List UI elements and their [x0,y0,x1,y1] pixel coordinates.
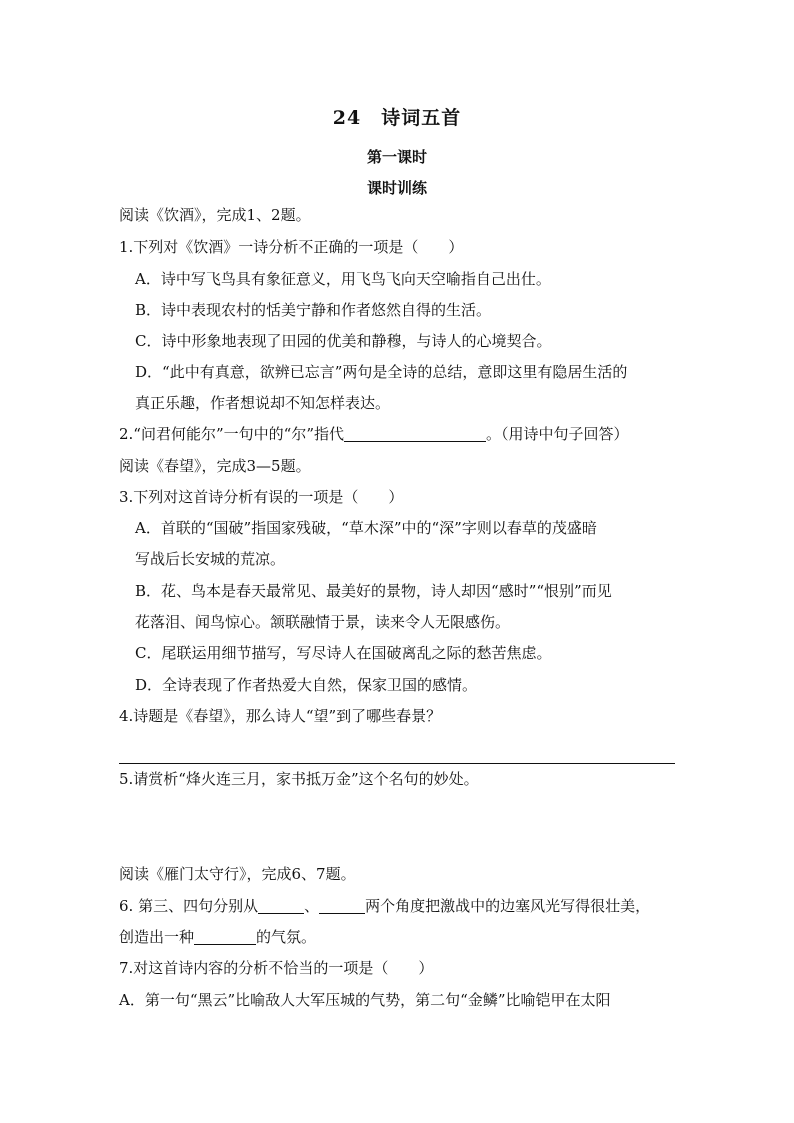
answer-blank-1[interactable] [258,897,304,914]
section-subtitle: 课时训练 [366,179,427,197]
question-3-option-d: D．全诗表现了作者热爱大自然，保家卫国的感情。 [135,676,478,694]
page-title: 24 诗词五首 [332,107,462,129]
question-7: 7.对这首诗内容的分析不恰当的一项是（ ） [119,959,434,977]
question-4: 4.诗题是《春望》，那么诗人“望”到了哪些春景？ [119,707,442,725]
question-6 [119,896,650,916]
question-3-option-c: C．尾联运用细节描写，写尽诗人在国破离乱之际的愁苦焦虑。 [135,644,552,662]
question-6-end: 的气氛。 [256,928,317,946]
question-3-option-b: B．花、鸟本是春天最常见、最美好的景物，诗人却因“感时”“恨别”而见 [135,582,612,600]
question-2-note: 。（用诗中句子回答） [486,425,629,443]
reading-instruction-1: 阅读《饮酒》，完成1、2题。 [119,206,311,224]
question-5: 5.请赏析“烽火连三月，家书抵万金”这个名句的妙处。 [119,770,479,788]
answer-line[interactable] [119,763,675,764]
question-1: 1.下列对《饮酒》一诗分析不正确的一项是（ ） [119,238,464,256]
question-3-option-a-cont: 写战后长安城的荒凉。 [135,550,286,568]
question-1-option-c: C．诗中形象地表现了田园的优美和静穆，与诗人的心境契合。 [135,332,552,350]
question-3-option-a: A．首联的“国破”指国家残破，“草木深”中的“深”字则以春草的茂盛暗 [135,519,597,537]
question-1-option-b: B．诗中表现农村的恬美宁静和作者悠然自得的生活。 [135,301,492,319]
answer-blank-3[interactable] [194,928,256,945]
reading-instruction-2: 阅读《春望》，完成3—5题。 [119,457,311,475]
question-6-separator: 、 [304,897,320,915]
question-1-option-a: A．诗中写飞鸟具有象征意义，用飞鸟飞向天空喻指自己出仕。 [135,270,551,288]
answer-blank[interactable] [344,425,486,442]
answer-blank-2[interactable] [319,897,365,914]
lesson-subtitle: 第一课时 [366,148,427,166]
question-6-prompt-2: 创造出一种 [119,928,195,946]
question-1-option-d: D．“此中有真意，欲辨已忘言”两句是全诗的总结，意即这里有隐居生活的 [135,363,628,381]
question-6-prompt: 6. 第三、四句分别从 [119,897,259,915]
question-1-option-d-cont: 真正乐趣，作者想说却不知怎样表达。 [135,394,391,412]
question-3-option-b-cont: 花落泪、闻鸟惊心。颔联融情于景，读来令人无限感伤。 [135,613,511,631]
question-6-cont [119,927,316,947]
reading-instruction-3: 阅读《雁门太守行》，完成6、7题。 [119,865,356,883]
question-6-middle: 两个角度把激战中的边塞风光写得很壮美， [365,897,651,915]
question-3: 3.下列对这首诗分析有误的一项是（ ） [119,488,404,506]
question-2-prompt: 2.“问君何能尔”一句中的“尔”指代 [119,425,344,443]
question-7-option-a: A．第一句“黑云”比喻敌人大军压城的气势，第二句“金鳞”比喻铠甲在太阳 [119,991,611,1009]
question-2 [119,424,629,444]
